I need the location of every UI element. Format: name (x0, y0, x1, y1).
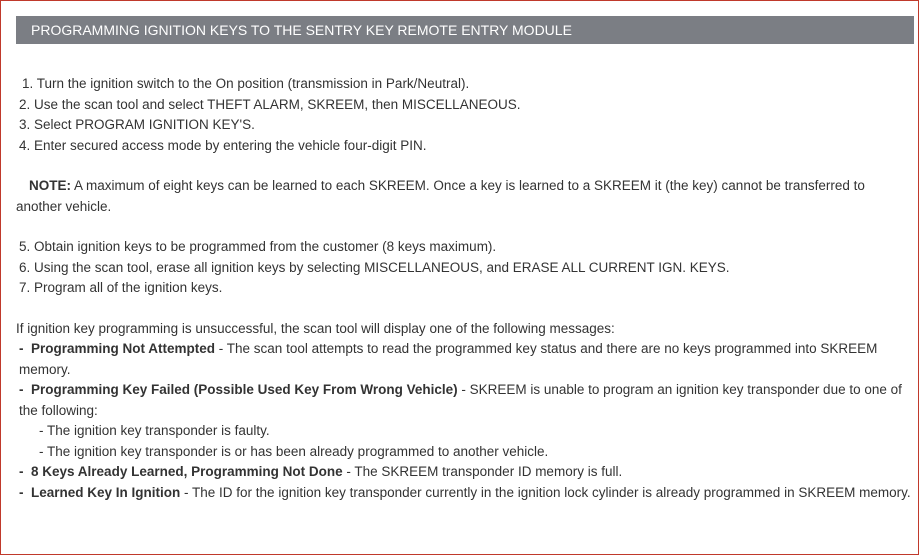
spacer (16, 299, 911, 319)
message-item (16, 380, 911, 421)
step-5: 5. Obtain ignition keys to be programmed from the customer (8 keys maximum). (19, 239, 497, 254)
sub-item: - The ignition key transponder is faulty. (39, 423, 270, 438)
message-item (16, 339, 911, 380)
message-text: - The SKREEM transponder ID memory is full. (342, 464, 623, 479)
bullet-dash: - (19, 464, 24, 479)
document-body (16, 74, 911, 503)
section-title: PROGRAMMING IGNITION KEYS TO THE SENTRY KEY REMOTE ENTRY MODULE (31, 22, 572, 38)
bullet-dash: - (19, 484, 24, 500)
step-6: 6. Using the scan tool, erase all ignition keys by selecting MISCELLANEOUS, and ERASE ALL CURRENT IGN. KEYS. (19, 259, 730, 275)
sub-item: - The ignition key transponder is or has been already programmed to another vehicle. (39, 443, 549, 459)
bullet-dash: - (19, 382, 24, 397)
message-title: Programming Key Failed (Possible Used Key From Wrong Vehicle) (31, 382, 458, 397)
step-4: 4. Enter secured access mode by entering the vehicle four-digit PIN. (19, 137, 427, 153)
message-text: - The scan tool attempts to read the programmed key status and there are no keys programmed into SKREEM memory. (19, 341, 878, 377)
step-1: 1. Turn the ignition switch to the On position (transmission in Park/Neutral). (22, 76, 470, 91)
bullet-dash: - (19, 341, 24, 356)
message-item (16, 462, 911, 483)
message-text: - The ID for the ignition key transponder currently in the ignition lock cylinder is already programmed in SKREEM memory. (180, 484, 911, 500)
message-title: 8 Keys Already Learned, Programming Not Done (31, 464, 343, 479)
messages-intro: If ignition key programming is unsuccessful, the scan tool will display one of the following messages: (16, 320, 615, 336)
note-paragraph (16, 176, 911, 217)
message-title: Learned Key In Ignition (31, 484, 181, 500)
message-title: Programming Not Attempted (31, 341, 216, 356)
spacer (16, 217, 911, 237)
step-7: 7. Program all of the ignition keys. (19, 280, 223, 295)
note-text: A maximum of eight keys can be learned to each SKREEM. Once a key is learned to a SKREEM it (the key) cannot be transferred to another vehicle. (16, 178, 865, 214)
note-label: NOTE: (29, 178, 71, 193)
step-3: 3. Select PROGRAM IGNITION KEY'S. (19, 117, 255, 132)
spacer (16, 156, 911, 176)
step-2: 2. Use the scan tool and select THEFT ALARM, SKREEM, then MISCELLANEOUS. (19, 96, 521, 112)
message-text: - SKREEM is unable to program an ignition key transponder due to one of the following: (19, 382, 902, 418)
message-item (16, 483, 911, 504)
section-header (16, 16, 914, 44)
